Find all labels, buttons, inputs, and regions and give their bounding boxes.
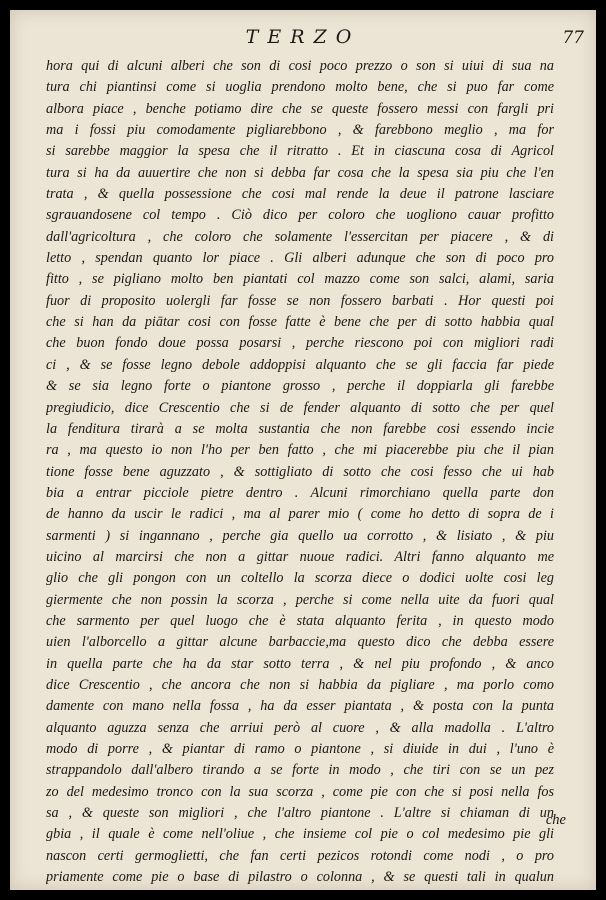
- running-head: TERZO: [245, 26, 361, 48]
- text-line: tione fosse bene aguzzato , & sottigliato di sotto che cosi fesso che ui hab: [46, 463, 554, 480]
- text-line: che si han da piātar cosi con fosse fatte è bene che per di sotto habbia qual: [46, 314, 554, 331]
- text-line: de hanno da uscir le radici , ma al parer mio ( come ho detto di sopra de i: [46, 506, 554, 523]
- text-line: strappandolo dall'albero tirando a se forte in modo , che tiri con se un pez: [46, 762, 554, 779]
- text-line: priamente come pie o base di pilastro o colonna , & se questi tali in qualun: [46, 869, 554, 886]
- text-line: tura chi piantinsi come si uoglia prendono molto bene, che si puo far come: [46, 79, 554, 96]
- text-line: dice Crescentio , che ancora che non si habbia da pigliare , ma porlo como: [46, 676, 554, 693]
- text-line: fuor di proposito uolergli far fosse se non fossero barbati . Hor questi poi: [46, 292, 554, 309]
- text-line: giermente che non possin la scorza , perche si come nella uite da fuori qual: [46, 591, 554, 608]
- book-page: [10, 10, 596, 890]
- text-line: albora piace , benche potiamo dire che se queste fossero messi con fargli pri: [46, 100, 554, 117]
- text-line: si sarebbe maggior la spesa che il ritratto . Et in ciascuna cosa di Agricol: [46, 143, 554, 160]
- text-line: uicino al marcirsi che non a gittar nuoue radici. Altri fanno alquanto me: [46, 548, 554, 565]
- text-line: ci , & se fosse legno debole addoppisi alquanto che se gli faccia far piede: [46, 356, 554, 373]
- text-line: ma i fossi piu comodamente pigliarebbono , & farebbono meglio , ma for: [46, 122, 554, 139]
- text-line: ra , ma questo io non l'ho per ben fatto , che mi piacerebbe piu che il pian: [46, 442, 554, 459]
- text-line: letto , spendan quanto lor piace . Gli alberi adunque che son di poco pro: [46, 250, 554, 267]
- text-line: & se sia legno forte o piantone grosso , perche il doppiarla gli farebbe: [46, 378, 554, 395]
- text-line: glio che gli pongon con un coltello la scorza diece o dodici uolte cosi leg: [46, 570, 554, 587]
- text-line: nascon certi germoglietti, che fan certi pezicos rotondi come nodi , o pro: [46, 847, 554, 864]
- text-line: modo di porre , & piantar di ramo o piantone , si diuide in dui , l'uno è: [46, 741, 554, 757]
- text-line: hora qui di alcuni alberi che son di cosi poco prezzo o son si uiui di sua na: [46, 58, 554, 74]
- text-line: in quella parte che ha da star sotto terra , & nel piu profondo , & anco: [46, 655, 554, 672]
- text-line: damente con mano nella fossa , ha da esser piantata , & posta con la punta: [46, 698, 554, 715]
- text-line: bia a entrar picciole pietre dentro . Alcuni rimorchiano quella parte don: [46, 484, 554, 501]
- text-line: pregiudicio, dice Crescentio che si de fender alquanto di sotto che per quel: [46, 399, 554, 416]
- text-line: sgrauandosene col tempo . Ciò dico per coloro che uogliono cauar profitto: [46, 207, 554, 224]
- text-line: dall'agricoltura , che coloro che solamente l'essercitan per piacere , & di: [46, 228, 554, 245]
- text-line: la fenditura tirarà a se molta sustantia che non farebbe cosi essendo incie: [46, 420, 554, 437]
- text-line: che buon fondo doue possa posarsi , perche riescono poi con migliori radi: [46, 335, 554, 352]
- text-line: sarmenti ) si ingannano , perche gia quello ua corrotto , & lisiato , & piu: [46, 527, 554, 544]
- text-line: alquanto aguzza senza che arriui però al cuore , & alla madolla . L'altro: [46, 719, 554, 736]
- text-line: trata , & quella possessione che cosi mal rende la deue il patrone lasciare: [46, 186, 554, 203]
- text-line: che sarmento per quel luogo che è stata alquanto ferita , in questo modo: [46, 612, 554, 629]
- catchword: che: [545, 812, 566, 828]
- text-line: gbia , il quale è come nell'oliue , che insieme col pie o col medesimo pie gli: [46, 826, 554, 843]
- text-line: tura si ha da auuertire che non si debba far cosa che la spesa sia piu che l'en: [46, 164, 554, 181]
- text-line: fitto , se pigliano molto ben piantati col mazzo come son salci, alami, saria: [46, 271, 554, 288]
- page-number: 77: [562, 28, 584, 48]
- text-line: sa , & queste son migliori , che l'altro piantone . L'altre si chiaman di un: [46, 805, 554, 822]
- body-text: [46, 56, 554, 888]
- text-line: uien l'alborcello a gittar alcune barbaccie,ma questo dico che debba essere: [46, 634, 554, 651]
- text-line: zo del medesimo tronco con la sua scorza , come pie con che si posi nella fos: [46, 783, 554, 800]
